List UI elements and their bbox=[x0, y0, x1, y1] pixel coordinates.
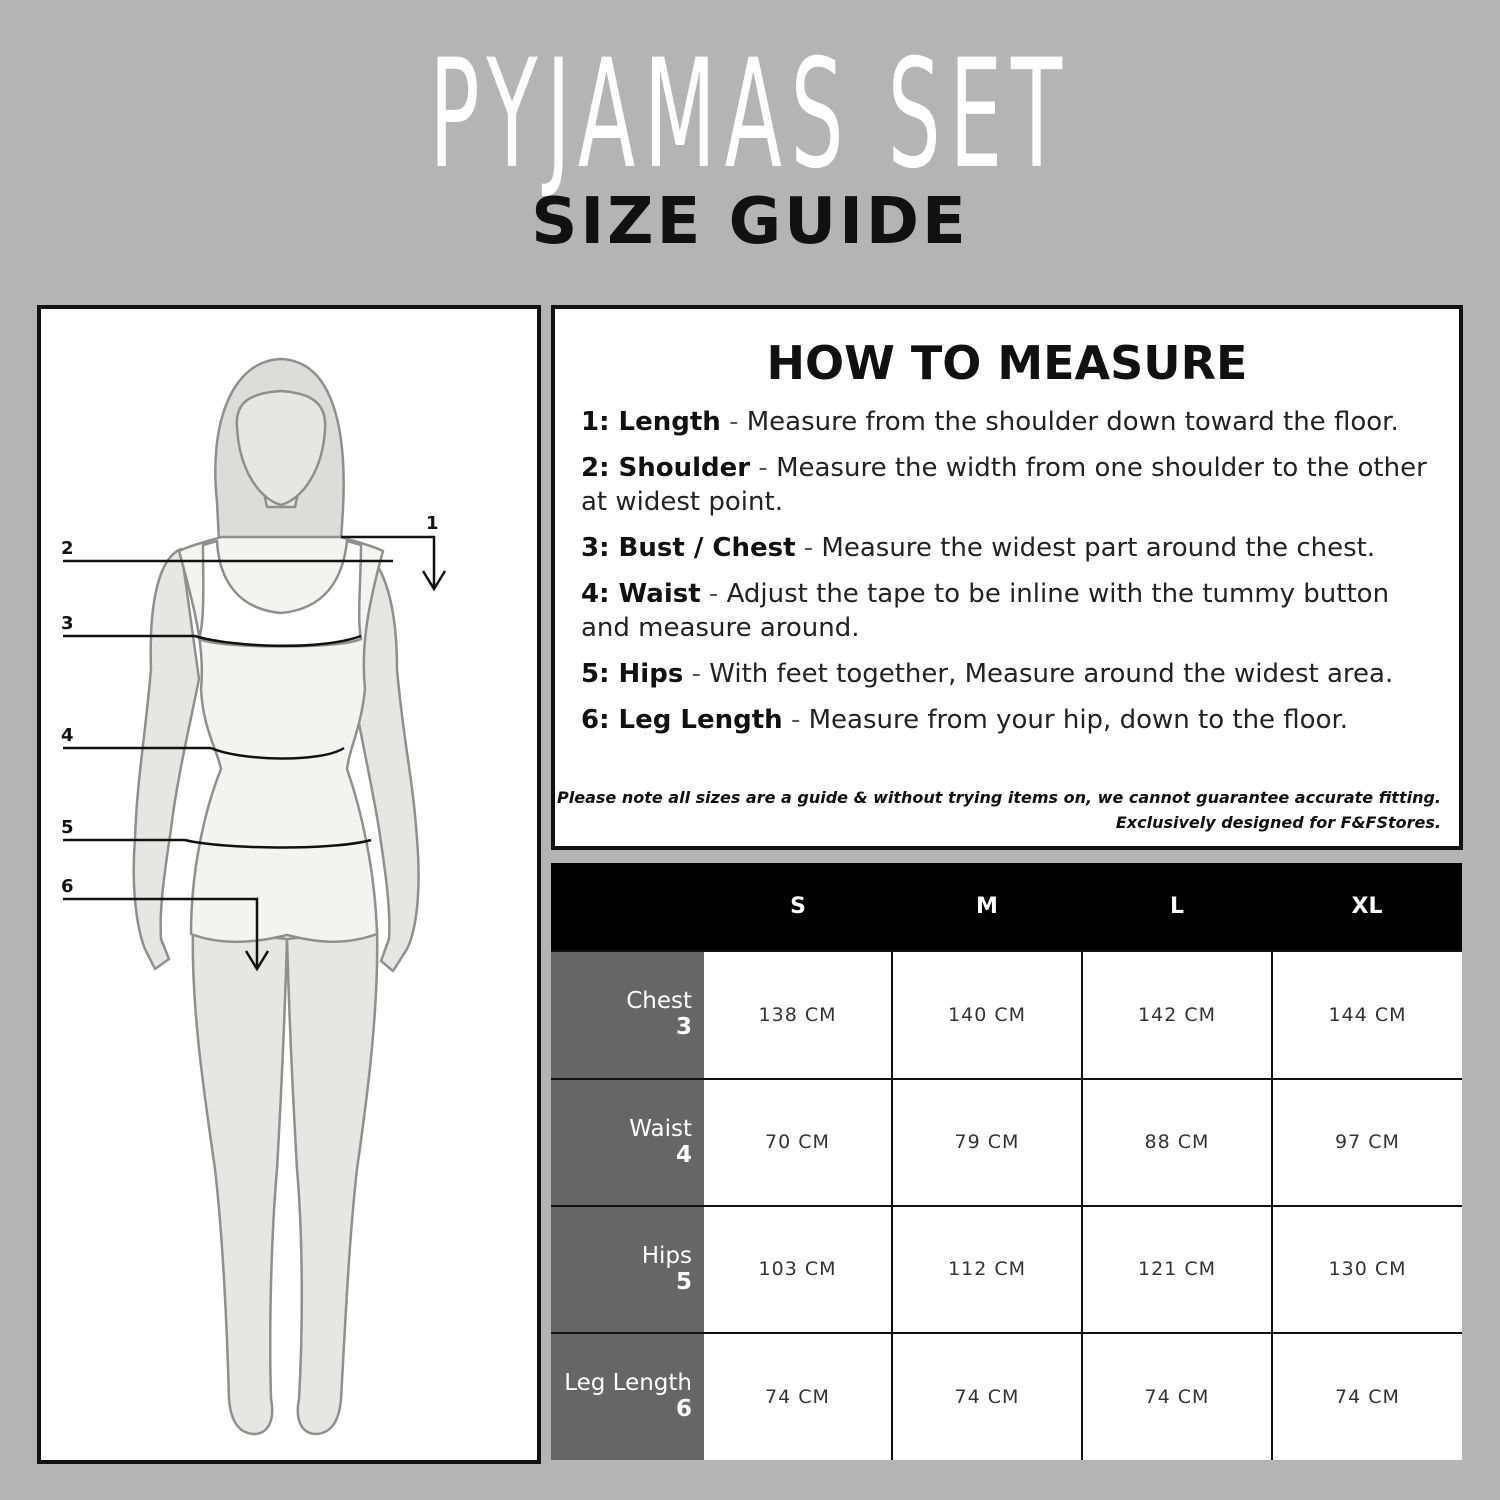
table-cell: 74 CM bbox=[704, 1334, 891, 1460]
size-table bbox=[551, 863, 1462, 1460]
body-diagram-panel bbox=[37, 305, 541, 1464]
instruction-shoulder: 2: Shoulder - Measure the width from one shoulder to the other at widest point. bbox=[581, 453, 1427, 517]
table-cell: 121 CM bbox=[1083, 1207, 1271, 1332]
column-header-s: S bbox=[790, 894, 806, 919]
instruction-waist: 4: Waist - Adjust the tape to be inline with the tummy button and measure around. bbox=[581, 579, 1390, 643]
disclaimer-notes bbox=[557, 785, 1441, 835]
instruction-leg-length: 6: Leg Length - Measure from your hip, down to the floor. bbox=[581, 705, 1349, 735]
marker-2: 2 bbox=[61, 538, 74, 559]
size-table-header bbox=[551, 863, 1462, 950]
store-credit: Exclusively designed for F&FStores. bbox=[1115, 813, 1441, 832]
how-to-measure-panel bbox=[551, 305, 1463, 850]
marker-5: 5 bbox=[61, 817, 74, 838]
table-cell: 74 CM bbox=[1273, 1334, 1462, 1460]
table-cell: 112 CM bbox=[893, 1207, 1081, 1332]
row-label-hips: Hips 5 bbox=[551, 1207, 704, 1332]
marker-1: 1 bbox=[426, 513, 439, 534]
table-cell: 74 CM bbox=[893, 1334, 1081, 1460]
table-cell: 74 CM bbox=[1083, 1334, 1271, 1460]
row-label-waist: Waist 4 bbox=[551, 1080, 704, 1205]
table-cell: 140 CM bbox=[893, 952, 1081, 1078]
row-label-chest: Chest 3 bbox=[551, 952, 704, 1078]
row-label-leg-length: Leg Length 6 bbox=[551, 1334, 704, 1460]
table-cell: 103 CM bbox=[704, 1207, 891, 1332]
table-cell: 142 CM bbox=[1083, 952, 1271, 1078]
table-cell: 79 CM bbox=[893, 1080, 1081, 1205]
instruction-hips: 5: Hips - With feet together, Measure around the widest area. bbox=[581, 659, 1394, 689]
page-title: PYJAMAS SET bbox=[429, 28, 1071, 202]
column-header-m: M bbox=[976, 894, 998, 919]
table-cell: 97 CM bbox=[1273, 1080, 1462, 1205]
page-subtitle: SIZE GUIDE bbox=[531, 185, 969, 259]
table-cell: 138 CM bbox=[704, 952, 891, 1078]
table-cell: 70 CM bbox=[704, 1080, 891, 1205]
fitting-disclaimer: Please note all sizes are a guide & without trying items on, we cannot guarantee accurate fitting. bbox=[557, 788, 1441, 807]
table-cell: 144 CM bbox=[1273, 952, 1462, 1078]
body-figure-illustration bbox=[41, 309, 537, 1460]
column-header-l: L bbox=[1169, 894, 1185, 919]
column-header-xl: XL bbox=[1351, 894, 1383, 919]
marker-6: 6 bbox=[61, 876, 74, 897]
how-to-measure-title: HOW TO MEASURE bbox=[766, 336, 1248, 390]
marker-3: 3 bbox=[61, 613, 74, 634]
marker-4: 4 bbox=[61, 725, 74, 746]
instruction-list bbox=[581, 405, 1431, 749]
instruction-length: 1: Length - Measure from the shoulder down toward the floor. bbox=[581, 407, 1399, 437]
table-cell: 88 CM bbox=[1083, 1080, 1271, 1205]
table-cell: 130 CM bbox=[1273, 1207, 1462, 1332]
instruction-bust-chest: 3: Bust / Chest - Measure the widest part around the chest. bbox=[581, 533, 1376, 563]
